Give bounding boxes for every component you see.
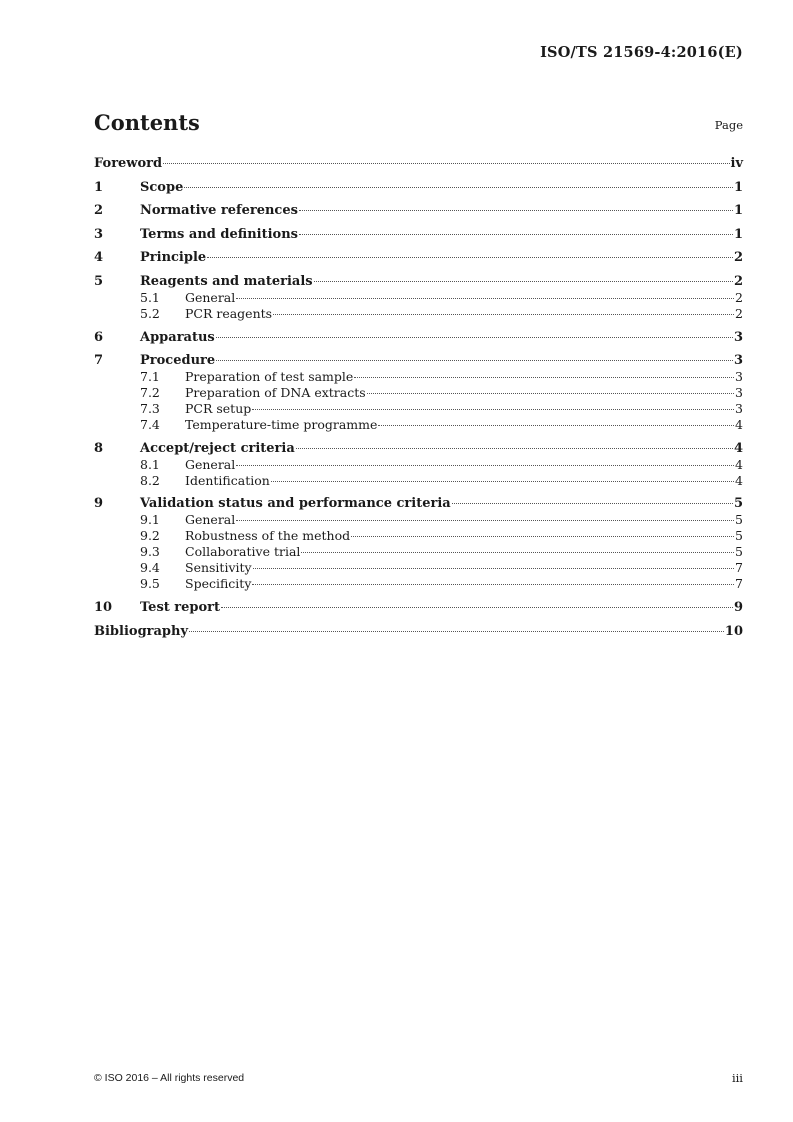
dot-leader xyxy=(314,281,733,282)
dot-leader xyxy=(378,425,734,426)
toc-entry-title: PCR reagents xyxy=(185,305,273,321)
toc-entry-page: 3 xyxy=(735,385,743,401)
toc-entry-title: General xyxy=(185,289,236,305)
toc-subentry[interactable] xyxy=(94,306,743,322)
toc-entry-page: 9 xyxy=(733,599,743,615)
toc-entry-number: 6 xyxy=(94,329,104,345)
toc-entry[interactable] xyxy=(94,600,743,616)
dot-leader xyxy=(253,568,734,569)
dot-leader xyxy=(296,448,733,449)
toc-entry-title: Validation status and performance criteria xyxy=(140,496,451,512)
toc-entry[interactable] xyxy=(94,227,743,243)
toc-entry-number: 10 xyxy=(94,599,113,615)
toc-entry-page: 4 xyxy=(735,472,743,488)
document-identifier: ISO/TS 21569-4:2016(E) xyxy=(540,44,743,61)
toc-entry-number: 7.3 xyxy=(140,401,160,417)
dot-leader xyxy=(273,314,734,315)
toc-entry-title: Sensitivity xyxy=(185,560,252,576)
toc-entry-number: 5.2 xyxy=(140,305,160,321)
dot-leader xyxy=(216,360,733,361)
toc-entry[interactable] xyxy=(94,180,743,196)
toc-subentry[interactable] xyxy=(94,528,743,544)
dot-leader xyxy=(301,552,734,553)
toc-entry[interactable] xyxy=(94,203,743,219)
toc-entry-number: 7.4 xyxy=(140,417,160,433)
toc-entry-number: 9 xyxy=(94,496,104,512)
toc-subentry[interactable] xyxy=(94,544,743,560)
toc-entry-page: 7 xyxy=(735,576,743,592)
toc-entry-page: 5 xyxy=(735,528,743,544)
toc-entry[interactable] xyxy=(94,156,743,172)
toc-subentry[interactable] xyxy=(94,560,743,576)
toc-entry[interactable] xyxy=(94,624,743,640)
toc-entry-page: 4 xyxy=(733,440,743,456)
toc-entry-number: 9.4 xyxy=(140,560,160,576)
toc-entry[interactable] xyxy=(94,250,743,266)
toc-entry-title: Bibliography xyxy=(94,623,189,639)
toc-entry-title: Procedure xyxy=(140,353,216,369)
dot-leader xyxy=(236,298,734,299)
toc-entry-number: 9.1 xyxy=(140,512,160,528)
contents-title: Contents xyxy=(94,110,200,135)
toc-entry[interactable] xyxy=(94,353,743,369)
toc-entry-page: 4 xyxy=(735,417,743,433)
dot-leader xyxy=(236,520,734,521)
dot-leader xyxy=(354,377,734,378)
toc-subentry[interactable] xyxy=(94,385,743,401)
dot-leader xyxy=(221,607,733,608)
toc-entry-title: Reagents and materials xyxy=(140,273,313,289)
dot-leader xyxy=(299,210,733,211)
toc-entry-title: Specificity xyxy=(185,576,252,592)
toc-entry-page: 1 xyxy=(733,203,743,219)
toc-entry-page: 3 xyxy=(735,401,743,417)
page-number: iii xyxy=(731,1071,743,1085)
toc-entry-number: 5.1 xyxy=(140,289,160,305)
toc-subentry[interactable] xyxy=(94,290,743,306)
toc-entry-number: 2 xyxy=(94,203,104,219)
toc-entry-page: 2 xyxy=(733,250,743,266)
toc-entry-page: 3 xyxy=(735,369,743,385)
toc-entry-title: Preparation of DNA extracts xyxy=(185,385,366,401)
toc-entry-title: General xyxy=(185,512,236,528)
toc-subentry[interactable] xyxy=(94,576,743,592)
dot-leader xyxy=(252,409,734,410)
table-of-contents xyxy=(94,156,743,640)
dot-leader xyxy=(207,257,733,258)
toc-entry-number: 7 xyxy=(94,353,104,369)
toc-entry-title: General xyxy=(185,456,236,472)
dot-leader xyxy=(236,465,734,466)
toc-entry-number: 4 xyxy=(94,250,104,266)
toc-entry-page: 7 xyxy=(735,560,743,576)
dot-leader xyxy=(299,234,733,235)
toc-subentry[interactable] xyxy=(94,417,743,433)
dot-leader xyxy=(351,536,734,537)
toc-entry-title: Apparatus xyxy=(140,329,215,345)
copyright-notice: © ISO 2016 – All rights reserved xyxy=(94,1072,245,1084)
toc-entry-title: PCR setup xyxy=(185,401,252,417)
dot-leader xyxy=(271,481,734,482)
toc-entry-title: Collaborative trial xyxy=(185,544,301,560)
dot-leader xyxy=(452,503,733,504)
toc-entry-number: 3 xyxy=(94,226,104,242)
toc-entry-page: 5 xyxy=(733,496,743,512)
dot-leader xyxy=(216,337,733,338)
toc-entry-title: Foreword xyxy=(94,156,163,171)
toc-entry-number: 7.2 xyxy=(140,385,160,401)
toc-entry-page: 3 xyxy=(733,353,743,369)
toc-entry-number: 8 xyxy=(94,440,104,456)
toc-entry[interactable] xyxy=(94,330,743,346)
toc-subentry[interactable] xyxy=(94,457,743,473)
toc-entry-page: iv xyxy=(730,156,743,171)
toc-entry-page: 1 xyxy=(733,179,743,195)
toc-entry[interactable] xyxy=(94,441,743,457)
toc-entry-title: Temperature-time programme xyxy=(185,417,378,433)
toc-entry-page: 4 xyxy=(735,456,743,472)
toc-entry-title: Terms and definitions xyxy=(140,226,298,242)
toc-subentry[interactable] xyxy=(94,473,743,489)
toc-entry[interactable] xyxy=(94,496,743,512)
toc-entry[interactable] xyxy=(94,274,743,290)
dot-leader xyxy=(163,163,729,164)
toc-entry-page: 2 xyxy=(735,289,743,305)
dot-leader xyxy=(252,584,734,585)
toc-entry-title: Normative references xyxy=(140,203,298,219)
toc-entry-number: 1 xyxy=(94,179,104,195)
toc-entry-number: 8.2 xyxy=(140,472,160,488)
toc-entry-number: 5 xyxy=(94,273,104,289)
toc-entry-number: 9.2 xyxy=(140,528,160,544)
dot-leader xyxy=(367,393,734,394)
toc-entry-number: 9.5 xyxy=(140,576,160,592)
toc-entry-page: 2 xyxy=(733,273,743,289)
toc-subentry[interactable] xyxy=(94,401,743,417)
toc-entry-page: 3 xyxy=(733,329,743,345)
toc-entry-title: Robustness of the method xyxy=(185,528,351,544)
toc-entry-title: Test report xyxy=(140,599,221,615)
toc-entry-title: Accept/reject criteria xyxy=(140,440,295,456)
dot-leader xyxy=(184,187,733,188)
toc-entry-page: 10 xyxy=(724,623,743,639)
toc-entry-number: 7.1 xyxy=(140,369,160,385)
toc-entry-title: Principle xyxy=(140,250,207,266)
toc-entry-page: 5 xyxy=(735,512,743,528)
toc-entry-title: Scope xyxy=(140,179,184,195)
page-column-label: Page xyxy=(714,118,743,132)
toc-entry-number: 9.3 xyxy=(140,544,160,560)
toc-subentry[interactable] xyxy=(94,512,743,528)
toc-entry-page: 1 xyxy=(733,226,743,242)
toc-entry-title: Identification xyxy=(185,472,270,488)
toc-entry-number: 8.1 xyxy=(140,456,160,472)
toc-subentry[interactable] xyxy=(94,369,743,385)
toc-entry-title: Preparation of test sample xyxy=(185,369,354,385)
dot-leader xyxy=(189,631,724,632)
toc-entry-page: 2 xyxy=(735,305,743,321)
toc-entry-page: 5 xyxy=(735,544,743,560)
